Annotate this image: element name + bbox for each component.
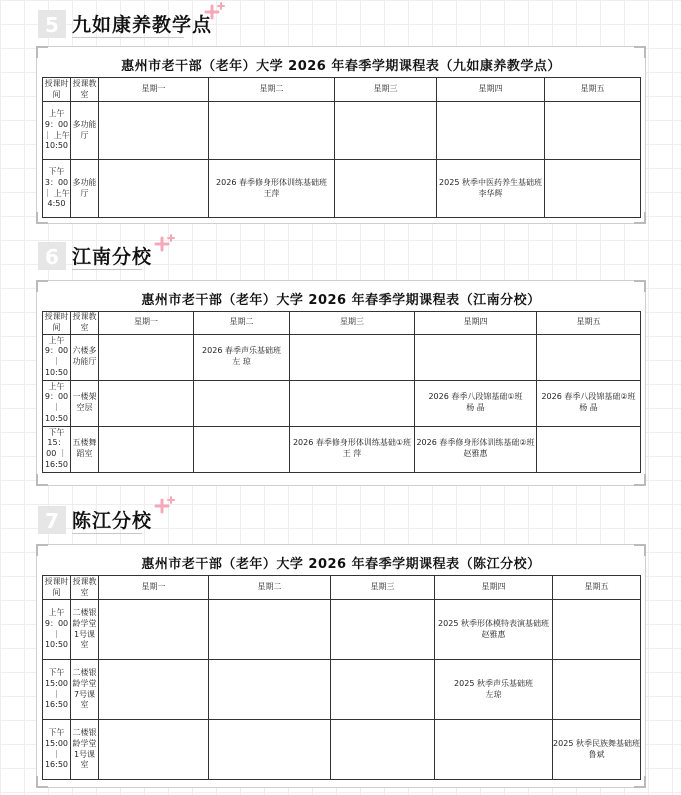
course-cell-monday [99, 160, 209, 218]
teacher-name: 鲁斌 [588, 749, 605, 759]
course-cell-wednesday [335, 102, 437, 160]
course-cell-wednesday [331, 600, 435, 660]
course-cell-friday [553, 660, 641, 720]
header-time: 授课时间 [43, 78, 71, 102]
header-tuesday: 星期二 [194, 312, 290, 335]
room-cell: 多功能厅 [71, 160, 99, 218]
table-row [43, 160, 641, 218]
header-tuesday: 星期二 [209, 576, 331, 600]
course-cell-friday [537, 380, 641, 426]
table-header-row [43, 312, 641, 335]
schedule-table [42, 77, 641, 218]
header-friday: 星期五 [537, 312, 641, 335]
course-cell-monday [99, 660, 209, 720]
teacher-name: 赵雅惠 [463, 449, 488, 459]
schedule-card-5 [36, 46, 646, 224]
header-room: 授课教室 [71, 576, 99, 600]
course-cell-thursday [437, 160, 545, 218]
course-name: 2026 春季修身形体训练基础①班 [292, 438, 412, 448]
schedule-card-7 [36, 544, 646, 788]
course-name: 2025 秋季形体模特表演基础班 [438, 618, 549, 628]
teacher-name: 王萍 [263, 188, 280, 198]
course-cell-friday [537, 334, 641, 380]
course-name: 2025 秋季民族舞基础班 [553, 738, 640, 748]
sparkle-icon [204, 2, 226, 24]
section-number-badge: 5 [38, 10, 66, 38]
table-row [43, 660, 641, 720]
teacher-name: 杨 晶 [466, 403, 485, 413]
header-wednesday: 星期三 [335, 78, 437, 102]
header-friday: 星期五 [545, 78, 641, 102]
teacher-name: 左 琼 [232, 357, 251, 367]
course-cell-tuesday [194, 334, 290, 380]
table-row [43, 380, 641, 426]
course-cell-monday [99, 600, 209, 660]
course-cell-thursday [415, 380, 537, 426]
table-row [43, 600, 641, 660]
section-title: 九如康养教学点 [72, 14, 213, 36]
teacher-name: 赵雅惠 [481, 629, 506, 639]
room-cell: 五楼舞蹈室 [71, 426, 99, 472]
course-cell-thursday [435, 600, 553, 660]
room-cell: 二楼银龄学堂1号课室 [71, 600, 99, 660]
course-cell-wednesday [331, 720, 435, 780]
course-cell-tuesday [209, 720, 331, 780]
course-cell-friday [553, 720, 641, 780]
schedule-table [42, 575, 641, 780]
course-cell-thursday [435, 660, 553, 720]
section-underline [72, 533, 142, 534]
table-title: 惠州市老干部（老年）大学 2026 年春季学期课程表（江南分校） [141, 293, 541, 308]
course-cell-tuesday [209, 660, 331, 720]
table-row [43, 102, 641, 160]
course-cell-thursday [435, 720, 553, 780]
course-name: 2026 春季八段锦基础②班 [541, 392, 636, 402]
course-cell-wednesday [290, 334, 415, 380]
header-wednesday: 星期三 [290, 312, 415, 335]
header-friday: 星期五 [553, 576, 641, 600]
table-title: 惠州市老干部（老年）大学 2026 年春季学期课程表（陈江分校） [141, 557, 541, 572]
section-number-badge: 6 [38, 242, 66, 270]
course-name: 2025 秋季中医药养生基础班 [439, 177, 542, 187]
time-cell: 上午 9：00 ｜ 上午 10:50 [43, 102, 71, 160]
table-row [43, 334, 641, 380]
course-cell-wednesday [331, 660, 435, 720]
time-cell: 上午 9：00 ｜ 10:50 [43, 380, 71, 426]
header-thursday: 星期四 [437, 78, 545, 102]
course-cell-wednesday [335, 160, 437, 218]
room-cell: 二楼银龄学堂7号课室 [71, 660, 99, 720]
time-cell: 下午 15:00 ｜ 16:50 [43, 720, 71, 780]
course-cell-wednesday [290, 426, 415, 472]
header-time: 授课时间 [43, 312, 71, 335]
course-cell-wednesday [290, 380, 415, 426]
course-cell-friday [545, 160, 641, 218]
header-room: 授课教室 [71, 312, 99, 335]
header-wednesday: 星期三 [331, 576, 435, 600]
course-cell-thursday [437, 102, 545, 160]
course-cell-tuesday [209, 102, 335, 160]
section-underline [72, 269, 142, 270]
time-cell: 下午 15:00 ｜ 16:50 [43, 660, 71, 720]
section-underline [72, 37, 184, 38]
table-header-row [43, 576, 641, 600]
time-cell: 上午 9：00 ｜ 10:50 [43, 600, 71, 660]
teacher-name: 杨 晶 [579, 403, 598, 413]
header-thursday: 星期四 [435, 576, 553, 600]
course-cell-monday [99, 380, 194, 426]
course-cell-friday [553, 600, 641, 660]
time-cell: 下午 15：00 ｜ 16:50 [43, 426, 71, 472]
room-cell: 一楼架空层 [71, 380, 99, 426]
section-title: 陈江分校 [72, 510, 153, 532]
room-cell: 多功能厅 [71, 102, 99, 160]
time-cell: 上午 9：00 ｜ 10:50 [43, 334, 71, 380]
course-name: 2026 春季声乐基础班 [202, 346, 281, 356]
course-cell-friday [545, 102, 641, 160]
course-cell-monday [99, 720, 209, 780]
course-cell-tuesday [194, 426, 290, 472]
course-cell-tuesday [194, 380, 290, 426]
header-tuesday: 星期二 [209, 78, 335, 102]
header-time: 授课时间 [43, 576, 71, 600]
teacher-name: 左琼 [485, 689, 502, 699]
course-cell-friday [537, 426, 641, 472]
section-title: 江南分校 [72, 246, 153, 268]
sparkle-icon [154, 234, 176, 256]
course-name: 2026 春季八段锦基础①班 [428, 392, 523, 402]
time-cell: 下午 3：00 ｜ 上午 4:50 [43, 160, 71, 218]
course-cell-tuesday [209, 160, 335, 218]
table-title: 惠州市老干部（老年）大学 2026 年春季学期课程表（九如康养教学点） [121, 59, 561, 74]
header-monday: 星期一 [99, 78, 209, 102]
course-name: 2026 春季修身形体训练基础班 [216, 177, 327, 187]
course-cell-thursday [415, 334, 537, 380]
table-header-row [43, 78, 641, 102]
teacher-name: 李华辉 [478, 188, 503, 198]
schedule-card-6 [36, 280, 646, 486]
teacher-name: 王 萍 [342, 449, 362, 459]
room-cell: 六楼多功能厅 [71, 334, 99, 380]
section-number-badge: 7 [38, 506, 66, 534]
table-row [43, 426, 641, 472]
header-room: 授课教室 [71, 78, 99, 102]
course-name: 2025 秋季声乐基础班 [454, 678, 533, 688]
course-cell-monday [99, 334, 194, 380]
header-monday: 星期一 [99, 312, 194, 335]
course-cell-monday [99, 426, 194, 472]
course-cell-thursday [415, 426, 537, 472]
course-cell-tuesday [209, 600, 331, 660]
schedule-table [42, 311, 641, 473]
table-row [43, 720, 641, 780]
header-thursday: 星期四 [415, 312, 537, 335]
sparkle-icon [154, 496, 176, 518]
course-cell-monday [99, 102, 209, 160]
room-cell: 二楼银龄学堂1号课室 [71, 720, 99, 780]
header-monday: 星期一 [99, 576, 209, 600]
course-name: 2026 春季修身形体训练基础②班 [416, 438, 535, 448]
